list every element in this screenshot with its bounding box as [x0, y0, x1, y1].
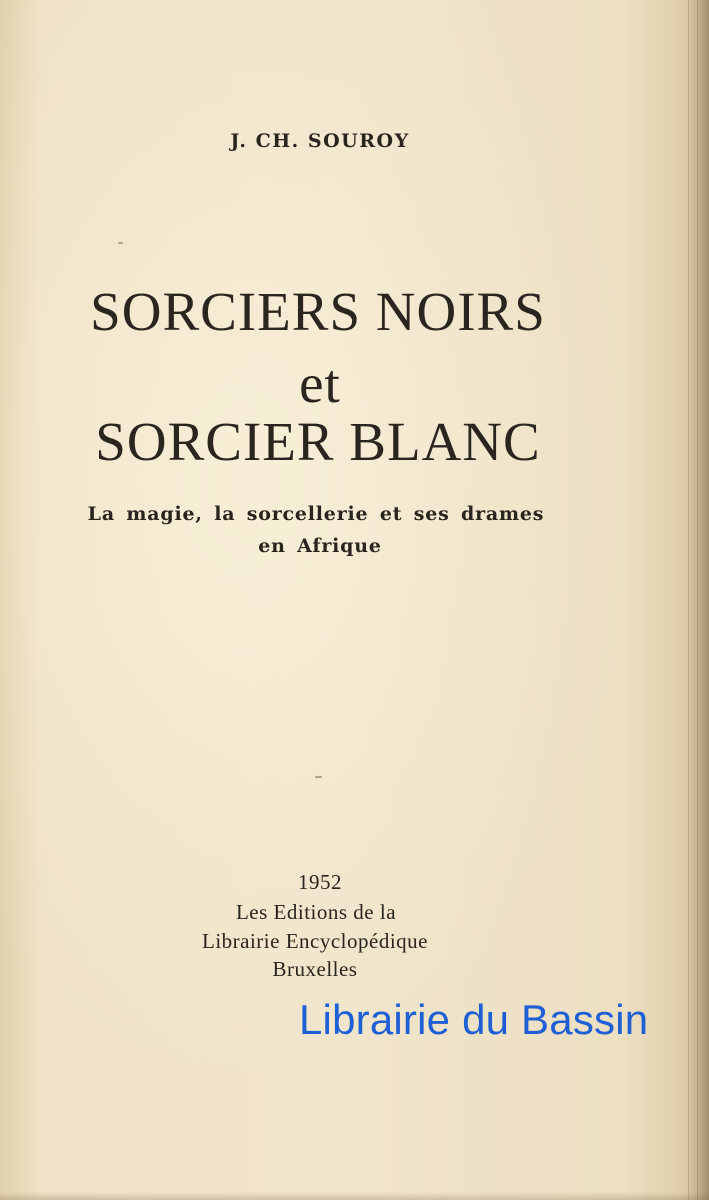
- subtitle-line-2: en Afrique: [258, 535, 382, 557]
- title-line-3: SORCIER BLANC: [95, 411, 541, 472]
- publication-year: 1952: [298, 870, 342, 894]
- page-bottom-edge: [0, 1192, 709, 1200]
- publisher-line-2: Librairie Encyclopédique: [202, 929, 428, 953]
- seller-watermark: Librairie du Bassin: [299, 996, 649, 1043]
- subtitle-line-1: La magie, la sorcellerie et ses drames: [87, 503, 545, 525]
- title-line-1: SORCIERS NOIRS: [90, 281, 546, 342]
- page-edge-shadow: [687, 0, 709, 1200]
- paper-speck: [315, 776, 322, 778]
- paper-speck: [118, 242, 123, 244]
- publisher-city: Bruxelles: [272, 957, 358, 981]
- author-name: J. CH. SOUROY: [230, 130, 410, 152]
- publisher-line-1: Les Editions de la: [235, 900, 397, 924]
- title-line-2: et: [299, 353, 341, 414]
